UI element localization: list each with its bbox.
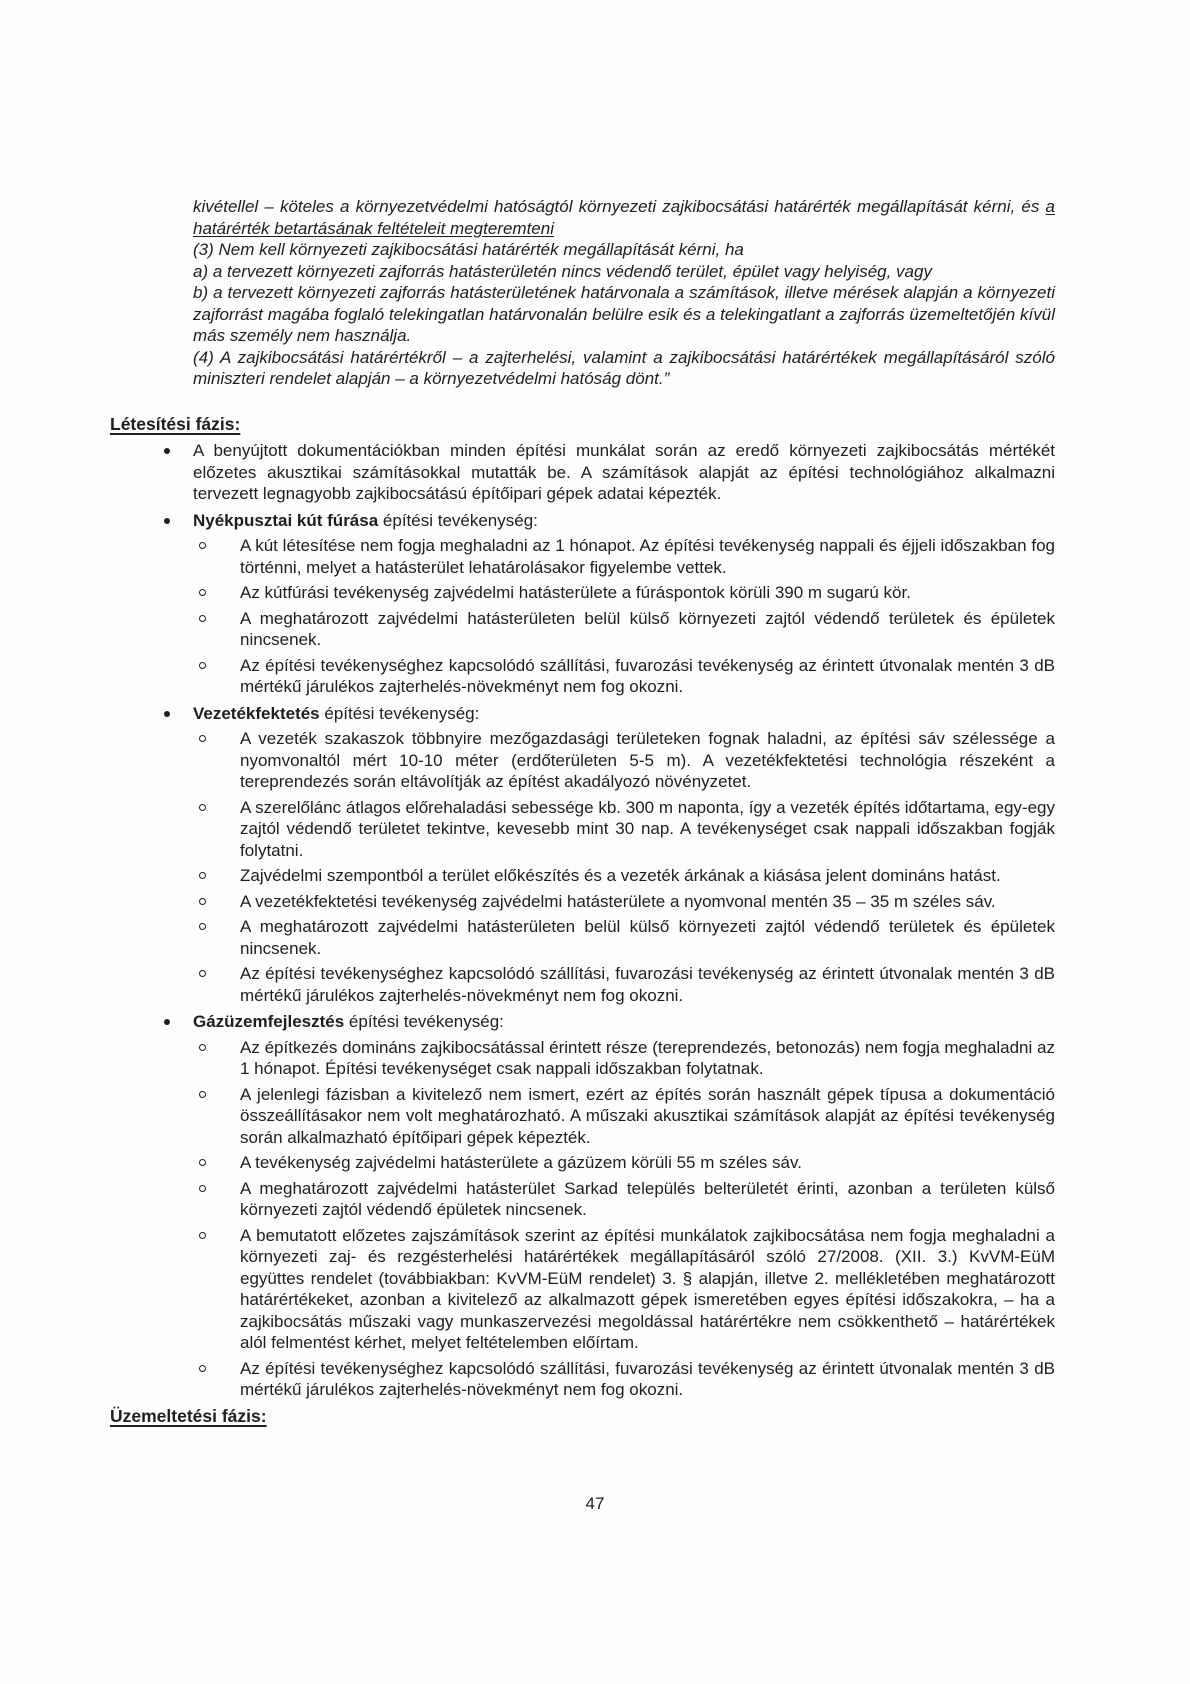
bullet-item-text: A benyújtott dokumentációkban minden építési munkálat során az eredő környezeti zajkibocsátás mértékét előzetes akusztikai számításokkal mutatták be. A számítások alapját az építési technológiához alkalmazni tervezett legnagyobb zajkibocsátású építőipari gépek adatai képezték. bbox=[193, 441, 1055, 503]
bullet-group-nyekpusztai bbox=[110, 510, 1055, 698]
letesitesi-bullet-list bbox=[110, 440, 1055, 1401]
bullet-circle-icon bbox=[199, 970, 206, 977]
bullet-circle-icon bbox=[199, 923, 206, 930]
regulation-quote-block bbox=[193, 196, 1055, 390]
quote-paragraph-5: (4) A zajkibocsátási határértékről – a zajterhelési, valamint a zajkibocsátási határértékek megállapításáról szóló miniszteri rendelet alapján – a környezetvédelmi hatóság dönt.” bbox=[193, 347, 1055, 388]
bullet-circle-icon bbox=[199, 898, 206, 905]
sub-bullet-text: A bemutatott előzetes zajszámítások szerint az építési munkálatok zajkibocsátása nem fogja meghaladni a környezeti zaj- és rezgésterhelési határértékek megállapításáról szóló 27/2008. (XII. 3.) KvVM-EüM együttes rendelet (továbbiakban: KvVM-EüM rendelet) 3. § alapján, illetve 2. mellékletében meghatározott határértékeket, azonban a kivitelező az alkalmazott gépek ismeretében egyes építési időszakokra, – ha a zajkibocsátás műszaki vagy munkaszervezési megoldással határértékre nem csökkenthető – határértékek alól felmentést kérhet, melyet feltételemben előírtam. bbox=[240, 1225, 1055, 1352]
group-title bbox=[193, 704, 479, 723]
sub-bullet-item bbox=[193, 535, 1055, 578]
sub-bullet-item bbox=[193, 1084, 1055, 1149]
group-title-bold: Gázüzemfejlesztés bbox=[193, 1012, 345, 1031]
sub-bullet-item bbox=[193, 865, 1055, 887]
quote-paragraph-3: a) a tervezett környezeti zajforrás hatásterületén nincs védendő terület, épület vagy helyiség, vagy bbox=[193, 261, 932, 281]
sub-bullet-item bbox=[193, 1358, 1055, 1401]
sub-bullet-list bbox=[193, 728, 1055, 1006]
bullet-dot-icon bbox=[164, 448, 170, 454]
group-title bbox=[193, 1012, 504, 1031]
sub-bullet-item bbox=[193, 655, 1055, 698]
sub-bullet-text: A meghatározott zajvédelmi hatásterületen belül külső környezeti zajtól védendő területek és épületek nincsenek. bbox=[240, 608, 1055, 649]
bullet-dot-icon bbox=[164, 518, 170, 524]
sub-bullet-item bbox=[193, 582, 1055, 604]
sub-bullet-item bbox=[193, 1037, 1055, 1080]
quote-paragraph-1 bbox=[193, 196, 1055, 239]
sub-bullet-text: Az építési tevékenységhez kapcsolódó szállítási, fuvarozási tevékenység az érintett útvonalak mentén 3 dB mértékű járulékos zajterhelés-növekményt nem fog okozni. bbox=[240, 1358, 1055, 1399]
sub-bullet-item bbox=[193, 1225, 1055, 1354]
bullet-circle-icon bbox=[199, 1365, 206, 1372]
sub-bullet-item bbox=[193, 1152, 1055, 1174]
sub-bullet-item bbox=[193, 797, 1055, 862]
sub-bullet-text: Az építési tevékenységhez kapcsolódó szállítási, fuvarozási tevékenység az érintett útvonalak mentén 3 dB mértékű járulékos zajterhelés-növekményt nem fog okozni. bbox=[240, 964, 1055, 1005]
group-title-rest: építési tevékenység: bbox=[344, 1012, 504, 1031]
bullet-circle-icon bbox=[199, 662, 206, 669]
sub-bullet-item bbox=[193, 608, 1055, 651]
section-heading-uzemeltetesi-fazis: Üzemeltetési fázis: bbox=[110, 1405, 267, 1426]
sub-bullet-text: A vezetékfektetési tevékenység zajvédelmi hatásterülete a nyomvonal mentén 35 – 35 m széles sáv. bbox=[240, 891, 996, 911]
sub-bullet-text: A szerelőlánc átlagos előrehaladási sebessége kb. 300 m naponta, így a vezeték építés időtartama, egy-egy zajtól védendő területet tekintve, kevesebb mint 30 nap. A tevékenységet csak nappali időszakban fogják folytatni. bbox=[240, 797, 1055, 860]
sub-bullet-text: A vezeték szakaszok többnyire mezőgazdasági területeken fognak haladni, az építési sáv szélessége a nyomvonaltól mért 10-10 méter (erdőterületen 5-5 m). A vezetékfektetési technológia részeként a tereprendezés során eltávolítják az építést akadályozó növényzetet. bbox=[240, 729, 1055, 791]
sub-bullet-list bbox=[193, 535, 1055, 698]
bullet-circle-icon bbox=[199, 872, 206, 879]
bullet-circle-icon bbox=[199, 804, 206, 811]
sub-bullet-text: A tevékenység zajvédelmi hatásterülete a gázüzem körüli 55 m széles sáv. bbox=[240, 1153, 802, 1172]
sub-bullet-text: Az építési tevékenységhez kapcsolódó szállítási, fuvarozási tevékenység az érintett útvonalak mentén 3 dB mértékű járulékos zajterhelés-növekményt nem fog okozni. bbox=[240, 655, 1055, 696]
quote-underlined-text: a határérték betartásának feltételeit megteremteni bbox=[193, 197, 1055, 238]
group-title-bold: Vezetékfektetés bbox=[193, 703, 320, 723]
quote-text: kivétellel – köteles a környezetvédelmi hatóságtól környezeti zajkibocsátási határérték megállapítását kérni, és bbox=[193, 197, 1046, 216]
sub-bullet-text: Az kútfúrási tevékenység zajvédelmi hatásterülete a fúráspontok körüli 390 m sugarú kör. bbox=[240, 583, 911, 602]
sub-bullet-list bbox=[193, 1037, 1055, 1401]
bullet-group-gazuzemfejlesztes bbox=[110, 1011, 1055, 1401]
sub-bullet-text: A jelenlegi fázisban a kivitelező nem ismert, ezért az építés során használt gépek típusa a dokumentáció összeállításakor nem volt meghatározható. A műszaki akusztikai számítások alapját az építési tevékenység során alkalmazható építőipari gépek képezték. bbox=[240, 1084, 1055, 1147]
sub-bullet-text: Zajvédelmi szempontból a terület előkészítés és a vezeték árkának a kiásása jelent domináns hatást. bbox=[240, 866, 1001, 885]
sub-bullet-text: A meghatározott zajvédelmi hatásterület Sarkad település belterületét érinti, azonban a területen külső környezeti zajtól védendő épületek nincsenek. bbox=[240, 1178, 1055, 1219]
bullet-circle-icon bbox=[199, 542, 206, 549]
bullet-dot-icon bbox=[164, 1019, 170, 1025]
sub-bullet-item bbox=[193, 891, 1055, 913]
group-title-rest: építési tevékenység: bbox=[319, 703, 480, 723]
group-title-bold: Nyékpusztai kút fúrása bbox=[193, 510, 379, 530]
group-title bbox=[193, 511, 538, 530]
bullet-circle-icon bbox=[199, 1044, 206, 1051]
sub-bullet-item bbox=[193, 963, 1055, 1006]
bullet-circle-icon bbox=[199, 589, 206, 596]
bullet-circle-icon bbox=[199, 1185, 206, 1192]
bullet-circle-icon bbox=[199, 615, 206, 622]
page-number: 47 bbox=[585, 1494, 605, 1513]
sub-bullet-item bbox=[193, 1178, 1055, 1221]
sub-bullet-text: Az építkezés domináns zajkibocsátással érintett része (tereprendezés, betonozás) nem fogja meghaladni az 1 hónapot. Építési tevékenységet csak nappali időszakban folytatnak. bbox=[240, 1037, 1055, 1078]
bullet-circle-icon bbox=[199, 1159, 206, 1166]
bullet-dot-icon bbox=[164, 711, 170, 717]
sub-bullet-item bbox=[193, 728, 1055, 793]
group-title-rest: építési tevékenység: bbox=[378, 510, 538, 530]
bullet-circle-icon bbox=[199, 1232, 206, 1239]
bullet-circle-icon bbox=[199, 735, 206, 742]
document-content bbox=[110, 196, 1055, 1432]
section-heading-letesitesi-fazis: Létesítési fázis: bbox=[110, 413, 241, 434]
quote-paragraph-2: (3) Nem kell környezeti zajkibocsátási határérték megállapítását kérni, ha bbox=[193, 240, 744, 259]
quote-paragraph-4: b) a tervezett környezeti zajforrás hatásterületének határvonala a számítások, illetve mérések alapján a környezeti zajforrást magába foglaló telekingatlan határvonalán belülre esik és a telekingatlant a zajforrás üzemeltetőjén kívül más személy nem használja. bbox=[193, 283, 1055, 345]
bullet-group-vezetekfektetes bbox=[110, 703, 1055, 1007]
bullet-circle-icon bbox=[199, 1091, 206, 1098]
sub-bullet-text: A kút létesítése nem fogja meghaladni az 1 hónapot. Az építési tevékenység nappali és éjjeli időszakban fog történni, melyet a hatásterület lehatárolásakor figyelembe vettek. bbox=[240, 536, 1055, 577]
bullet-item-intro bbox=[110, 440, 1055, 505]
sub-bullet-item bbox=[193, 916, 1055, 959]
sub-bullet-text: A meghatározott zajvédelmi hatásterületen belül külső környezeti zajtól védendő területek és épületek nincsenek. bbox=[240, 917, 1055, 958]
